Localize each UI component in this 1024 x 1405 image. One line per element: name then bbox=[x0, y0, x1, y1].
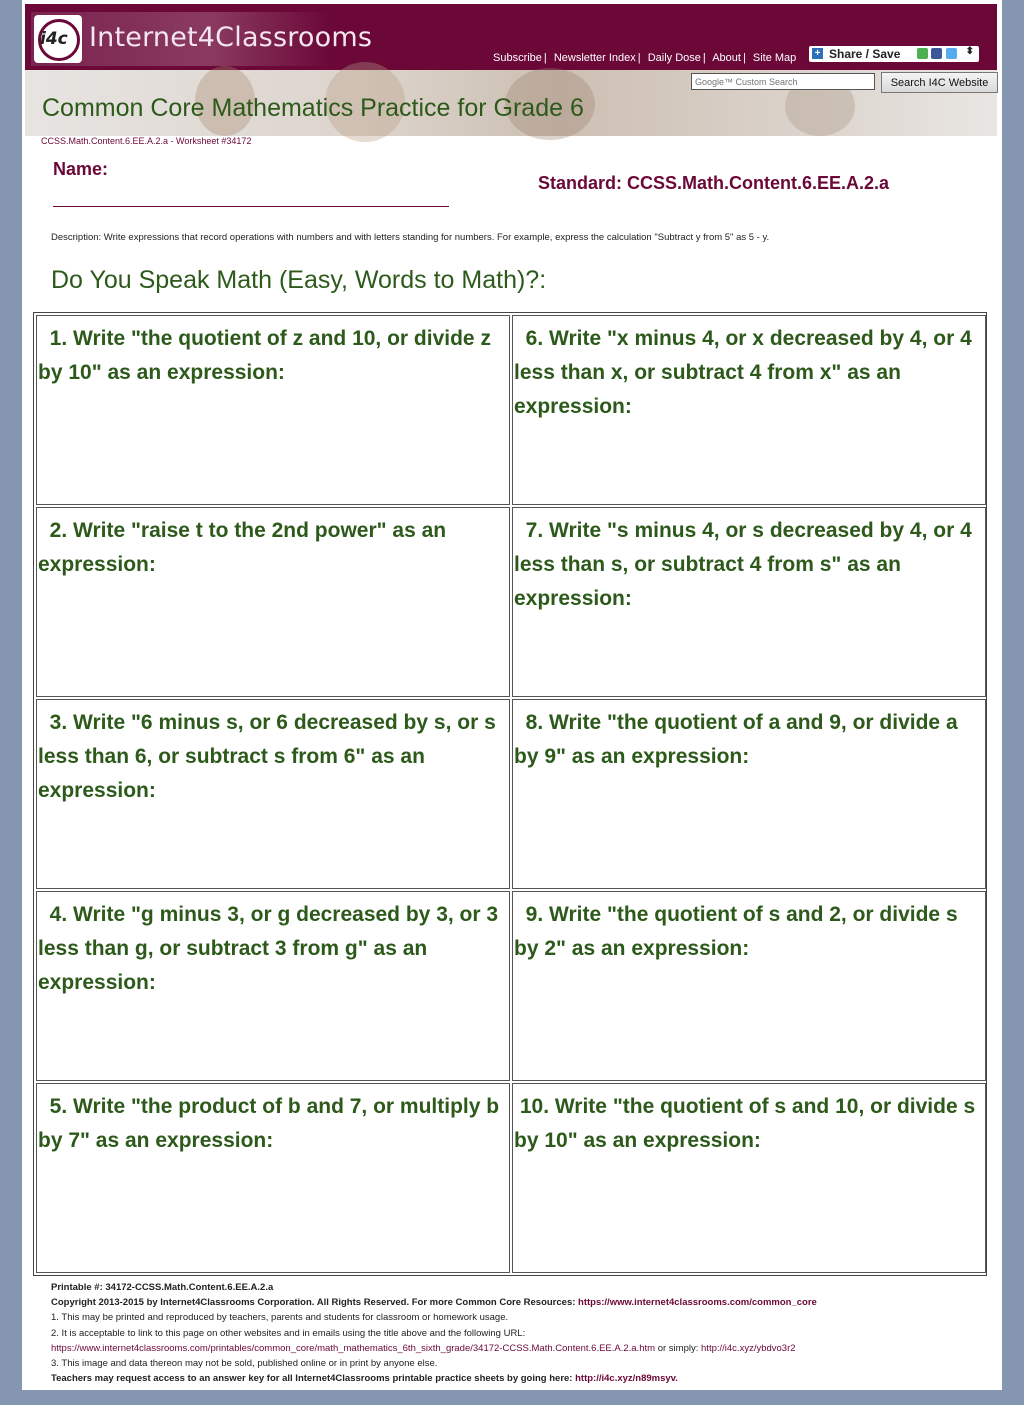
question-4: 4. Write "g minus 3, or g decreased by 3, or 3 less than g, or subtract 3 from g" as an expression: bbox=[36, 891, 510, 1081]
question-3: 3. Write "6 minus s, or 6 decreased by s, or s less than 6, or subtract s from 6" as an expression: bbox=[36, 699, 510, 889]
name-underline bbox=[53, 206, 449, 207]
question-2: 2. Write "raise t to the 2nd power" as an expression: bbox=[36, 507, 510, 697]
facebook-icon[interactable] bbox=[931, 48, 942, 59]
question-9: 9. Write "the quotient of s and 2, or divide s by 2" as an expression: bbox=[512, 891, 986, 1081]
breadcrumb: CCSS.Math.Content.6.EE.A.2.a - Worksheet #34172 bbox=[41, 136, 252, 146]
page bbox=[22, 0, 1002, 1390]
worksheet-url-link[interactable]: https://www.internet4classrooms.com/printables/common_core/math_mathematics_6th_sixth_grade/34172-CCSS.Math.Content.6.EE.A.2.a.htm bbox=[51, 1342, 656, 1354]
chevron-updown-icon: ⬍ bbox=[965, 46, 974, 57]
logo-text: Internet4Classrooms bbox=[89, 22, 373, 53]
copyright-text: Copyright 2013-2015 by Internet4Classrooms Corporation. All Rights Reserved. For more Common Core Resources: bbox=[51, 1297, 576, 1309]
nav-site-map[interactable]: Site Map bbox=[752, 52, 797, 64]
common-core-link[interactable]: https://www.internet4classrooms.com/common_core bbox=[578, 1297, 817, 1309]
note-2: 2. It is acceptable to link to this page on other websites and in emails using the title above and the following URL: bbox=[51, 1327, 526, 1339]
answer-key-note bbox=[51, 1371, 991, 1386]
site-header bbox=[25, 4, 997, 70]
share-save-button[interactable] bbox=[809, 46, 979, 62]
or-simply-text: or simply: bbox=[655, 1342, 702, 1354]
answer-key-link[interactable]: http://i4c.xyz/n89msyv. bbox=[575, 1373, 678, 1385]
nav-separator: | bbox=[742, 52, 746, 64]
share-plus-icon: + bbox=[812, 48, 823, 59]
nav-about[interactable]: About bbox=[712, 52, 741, 64]
top-nav bbox=[493, 52, 796, 64]
question-10: 10. Write "the quotient of s and 10, or divide s by 10" as an expression: bbox=[512, 1083, 986, 1273]
share-label: Share / Save bbox=[829, 47, 901, 61]
nav-separator: | bbox=[543, 52, 547, 64]
site-logo[interactable] bbox=[31, 12, 373, 66]
i4c-logo-icon: i4c bbox=[34, 15, 82, 63]
printable-number: Printable #: 34172-CCSS.Math.Content.6.EE.A.2.a bbox=[51, 1282, 274, 1293]
search-button[interactable]: Search I4C Website bbox=[881, 72, 998, 93]
question-8: 8. Write "the quotient of a and 9, or divide a by 9" as an expression: bbox=[512, 699, 986, 889]
nav-subscribe[interactable]: Subscribe bbox=[493, 52, 542, 64]
page-title: Common Core Mathematics Practice for Grade 6 bbox=[42, 94, 584, 122]
question-1: 1. Write "the quotient of z and 10, or divide z by 10" as an expression: bbox=[36, 315, 510, 505]
note-1: 1. This may be printed and reproduced by teachers, parents and students for classroom or homework usage. bbox=[51, 1312, 509, 1324]
section-title: Do You Speak Math (Easy, Words to Math)?: bbox=[51, 266, 547, 294]
nav-separator: | bbox=[637, 52, 641, 64]
email-share-icon[interactable] bbox=[917, 48, 928, 59]
question-5: 5. Write "the product of b and 7, or multiply b by 7" as an expression: bbox=[36, 1083, 510, 1273]
url-line bbox=[51, 1341, 991, 1356]
standard-label: Standard: CCSS.Math.Content.6.EE.A.2.a bbox=[538, 173, 890, 193]
search-input[interactable] bbox=[691, 73, 875, 90]
name-label: Name: bbox=[53, 159, 109, 179]
question-6: 6. Write "x minus 4, or x decreased by 4, or 4 less than x, or subtract 4 from x" as an expression: bbox=[512, 315, 986, 505]
footer bbox=[51, 1280, 991, 1386]
copyright bbox=[51, 1295, 991, 1310]
banner bbox=[25, 70, 997, 136]
short-url-link[interactable]: http://i4c.xyz/ybdvo3r2 bbox=[701, 1342, 796, 1354]
nav-separator: | bbox=[702, 52, 706, 64]
nav-newsletter-index[interactable]: Newsletter Index bbox=[553, 52, 636, 64]
question-7: 7. Write "s minus 4, or s decreased by 4, or 4 less than s, or subtract 4 from s" as an expression: bbox=[512, 507, 986, 697]
description: Description: Write expressions that record operations with numbers and with letters standing for numbers. For example, express the calculation "Subtract y from 5" as 5 - y. bbox=[51, 232, 770, 243]
questions-grid bbox=[33, 312, 987, 1276]
answer-key-text: Teachers may request access to an answer key for all Internet4Classrooms printable practice sheets by going here: bbox=[51, 1373, 573, 1385]
nav-daily-dose[interactable]: Daily Dose bbox=[647, 52, 701, 64]
note-3: 3. This image and data thereon may not be sold, published online or in print by anyone else. bbox=[51, 1358, 438, 1370]
twitter-icon[interactable] bbox=[946, 48, 957, 59]
